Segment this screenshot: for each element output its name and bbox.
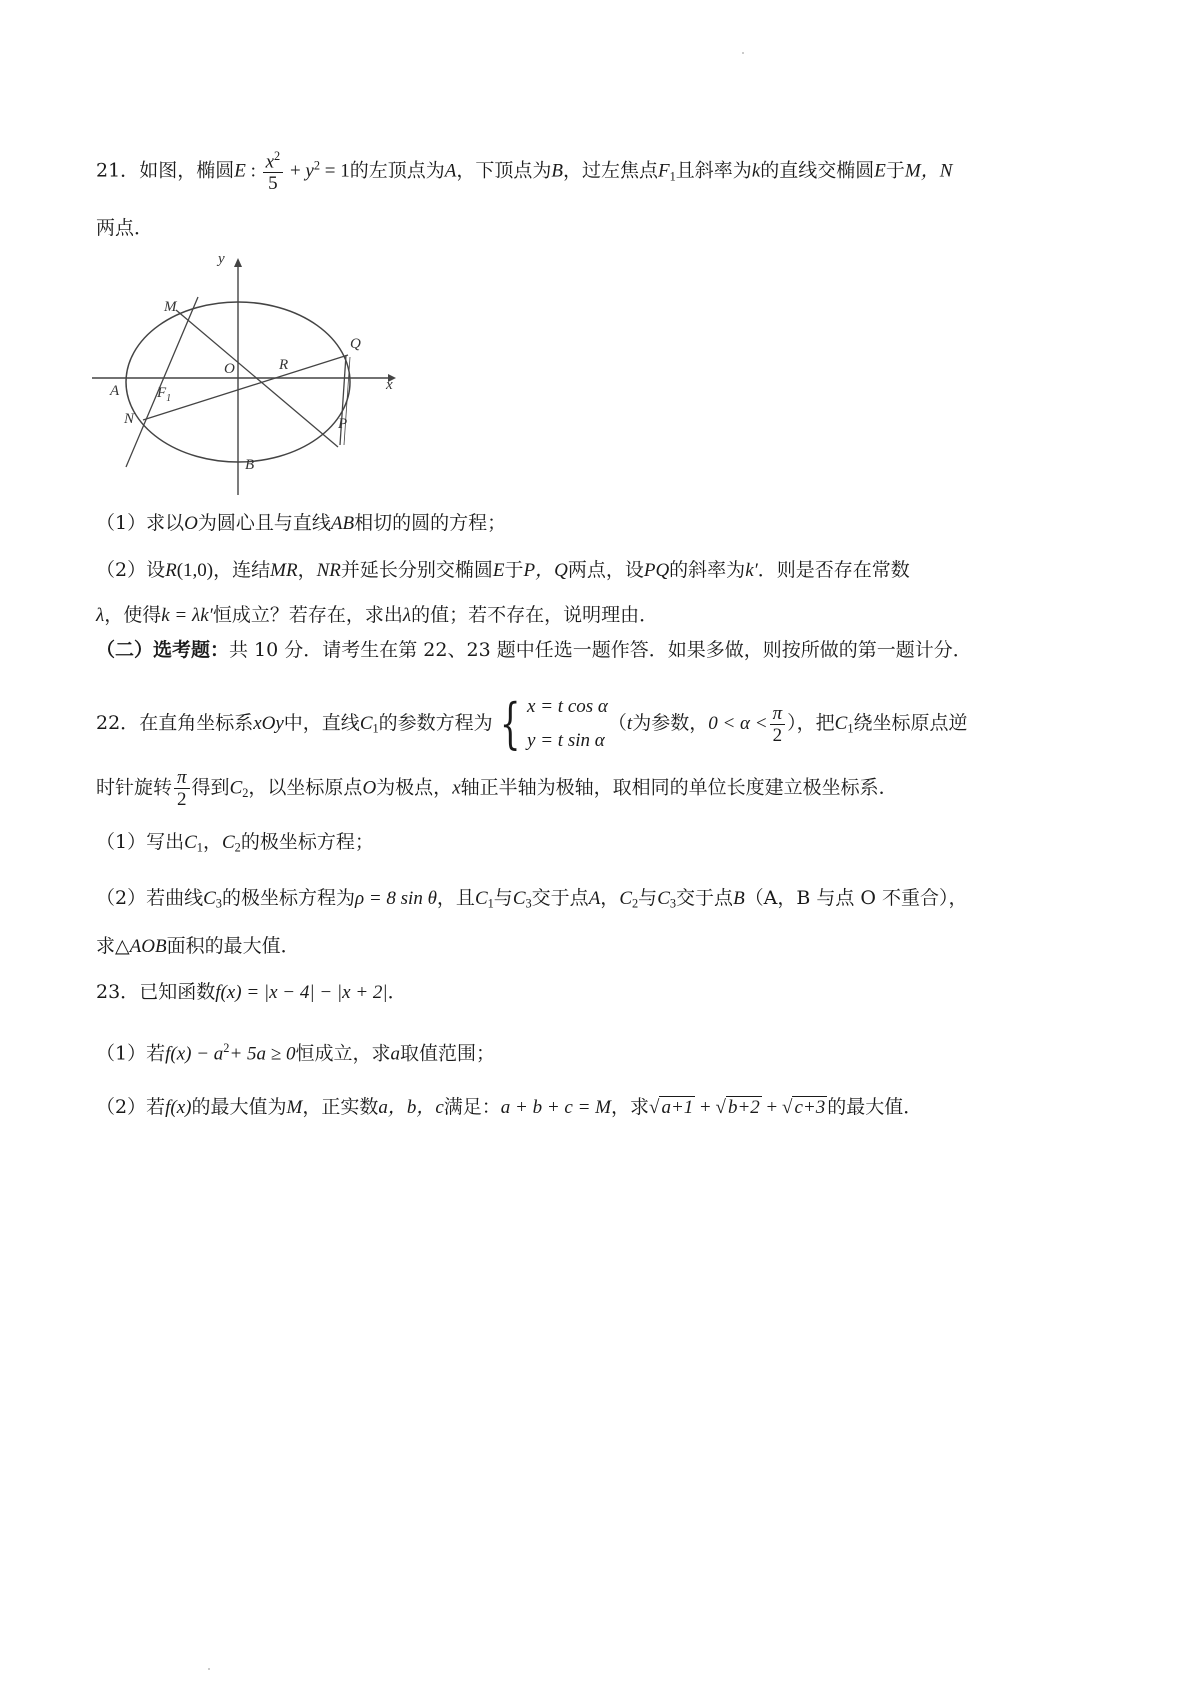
label-O: O bbox=[224, 361, 235, 377]
math-var: x bbox=[452, 777, 461, 799]
math-text: (1,0) bbox=[176, 560, 214, 581]
text: 的左顶点为 bbox=[349, 159, 445, 182]
text: 的最大值为 bbox=[191, 1096, 287, 1118]
text: 求 bbox=[96, 935, 116, 957]
math-var: B bbox=[733, 888, 745, 909]
math-expr: f(x) bbox=[165, 1097, 192, 1118]
scan-speck bbox=[742, 52, 744, 54]
ellipse-diagram bbox=[88, 255, 408, 500]
label-y: y bbox=[218, 255, 225, 267]
math-var: C bbox=[657, 888, 670, 909]
math-var: k′ bbox=[745, 560, 758, 581]
math-var: AB bbox=[330, 513, 355, 534]
sqrt-term: b+2 bbox=[727, 1097, 760, 1118]
text: （1）若 bbox=[96, 1042, 166, 1065]
math-var: M bbox=[286, 1097, 303, 1118]
q22-line-1: 22．在直角坐标系xOy中，直线$C_1$的参数方程为 { x = t cos α y = t sin α （t为参数，0 < α < $\frac{\pi}{2}$ ），把$C_1$绕坐标原点逆 bbox=[96, 690, 968, 758]
text: 为极点， bbox=[376, 776, 453, 799]
sqrt-term: a+1 bbox=[661, 1097, 694, 1118]
text: 已知函数 bbox=[139, 981, 216, 1003]
label-A: A bbox=[110, 383, 120, 399]
math-var: O bbox=[362, 777, 377, 799]
text: 与 bbox=[493, 887, 513, 909]
y-axis-arrow bbox=[234, 258, 242, 267]
section-2-heading-line bbox=[96, 641, 972, 660]
math-var: C bbox=[184, 832, 197, 853]
math-expr: ρ = 8 sin θ bbox=[354, 888, 437, 909]
fraction: $\frac{x^2}{5}$ bbox=[263, 150, 284, 193]
math-var: E bbox=[874, 160, 886, 182]
label-N: N bbox=[124, 411, 135, 427]
text: ，连结 bbox=[213, 559, 271, 581]
text: （ bbox=[607, 712, 627, 734]
math-var: MR bbox=[270, 560, 298, 581]
text: （1）写出 bbox=[96, 831, 185, 853]
text: ，以坐标原点 bbox=[248, 776, 363, 799]
q23-part-1: （1）若$f(x) - a^2+ 5a \ge 0$恒成立，求a取值范围； bbox=[96, 1041, 495, 1065]
math-expr: k = λk′ bbox=[161, 605, 213, 626]
text: ，且 bbox=[436, 887, 475, 909]
text: 为参数， bbox=[632, 712, 709, 734]
text: ，过左焦点 bbox=[563, 159, 659, 182]
text: 为圆心且与直线 bbox=[197, 512, 331, 534]
text: 交于点 bbox=[676, 887, 734, 909]
text: 两点，设 bbox=[567, 559, 644, 581]
text: （2）设 bbox=[96, 559, 166, 581]
text: （A，B 与点 O 不重合）， bbox=[744, 887, 968, 909]
q23-line-1 bbox=[96, 983, 407, 1002]
text: 的值；若不存在，说明理由． bbox=[411, 604, 659, 626]
sqrt-term: c+3 bbox=[794, 1097, 826, 1118]
math-var: P，Q bbox=[523, 560, 568, 581]
label-F1: $F_1$ bbox=[157, 385, 172, 404]
math-var: C bbox=[834, 713, 848, 734]
text: 满足： bbox=[443, 1096, 501, 1118]
text: （2）若曲线 bbox=[96, 887, 204, 909]
text: 恒成立，求 bbox=[295, 1042, 391, 1065]
line-NRQ bbox=[143, 355, 348, 420]
math-expr: f(x) − a bbox=[165, 1043, 224, 1065]
q21-line-1: 21．如图，椭圆E : $\frac{x^2}{5}$ + $y^2 = 1$的左顶点为A，下顶点为B，过左焦点$F_1$且斜率为k的直线交椭圆E于M，N bbox=[96, 149, 953, 195]
text: 在直角坐标系 bbox=[139, 712, 254, 734]
fraction-pi-2: $\frac{\pi}{2}$ bbox=[174, 768, 190, 809]
text: （2）若 bbox=[96, 1096, 166, 1118]
text: 并延长分别交椭圆 bbox=[340, 559, 493, 581]
math-var: C bbox=[619, 888, 632, 909]
text: ， bbox=[600, 887, 620, 909]
text: 的斜率为 bbox=[669, 559, 746, 581]
text: 的极坐标方程； bbox=[240, 831, 374, 853]
math-var: C bbox=[203, 888, 216, 909]
text: ，使得 bbox=[104, 604, 162, 626]
text: 中，直线 bbox=[283, 712, 360, 734]
q23-part-2: （2）若f(x)的最大值为M，正实数a，b，c满足：a + b + c = M，求√ a+1 + √ b+2 + √ c+3 的最大值． bbox=[96, 1096, 923, 1118]
q21-part-2-line-2 bbox=[96, 606, 658, 625]
text: 交于点 bbox=[531, 887, 589, 909]
text: 轴正半轴为极轴，取相同的单位长度建立极坐标系． bbox=[460, 776, 898, 799]
q22-part-2-line-1: （2）若曲线$C_3$的极坐标方程为ρ = 8 sin θ，且$C_1$与$C_3$交于点A，$C_2$与$C_3$交于点B（A，B 与点 O 不重合）， bbox=[96, 887, 968, 911]
math-var: t bbox=[626, 713, 633, 734]
text: ．则是否存在常数 bbox=[757, 559, 910, 581]
math-var: C bbox=[359, 713, 373, 734]
fraction-pi-2: $\frac{\pi}{2}$ bbox=[770, 704, 786, 745]
text: 绕坐标原点逆 bbox=[853, 712, 968, 734]
text: （1）求以 bbox=[96, 512, 185, 534]
scan-speck bbox=[208, 1668, 210, 1670]
math-var: E bbox=[234, 160, 246, 182]
text: 共 10 分．请考生在第 22、23 题中任选一题作答．如果多做，则按所做的第一题计分． bbox=[229, 639, 972, 661]
parametric-system: x = t cos α y = t sin α bbox=[527, 696, 608, 751]
text: 得到 bbox=[191, 776, 230, 799]
text: ， bbox=[202, 831, 222, 853]
label-B: B bbox=[245, 457, 255, 473]
q21-line-2: 两点． bbox=[96, 217, 154, 239]
q21-part-2-line-1 bbox=[96, 561, 910, 580]
label-x: x bbox=[386, 377, 393, 393]
text: 恒成立？若存在，求出 bbox=[212, 604, 403, 626]
math-var: PQ bbox=[643, 560, 670, 581]
math-var: C bbox=[229, 777, 243, 799]
text: ，求 bbox=[611, 1096, 650, 1118]
math-var: a，b，c bbox=[378, 1097, 444, 1118]
text: ， bbox=[297, 559, 317, 581]
math-var: O bbox=[184, 513, 198, 534]
math-expr: a + b + c = M bbox=[500, 1097, 612, 1118]
math-var: F bbox=[658, 160, 670, 182]
text: 时针旋转 bbox=[96, 776, 173, 799]
math-expr: △AOB bbox=[115, 936, 167, 957]
math-var: a bbox=[390, 1043, 400, 1065]
math-var: k bbox=[751, 160, 761, 182]
math-var: xOy bbox=[253, 713, 284, 734]
q22-part-2-line-2 bbox=[96, 937, 300, 956]
math-var: λ bbox=[402, 605, 412, 626]
math-var: NR bbox=[316, 560, 341, 581]
label-P: P bbox=[338, 416, 348, 432]
math-var: C bbox=[474, 888, 488, 909]
text: 的参数方程为 bbox=[378, 712, 493, 734]
text: 取值范围； bbox=[399, 1042, 495, 1065]
math-var: C bbox=[512, 888, 526, 909]
math-var: A bbox=[444, 160, 457, 182]
q22-line-2: 时针旋转 $\frac{\pi}{2}$ 得到$C_2$，以坐标原点O为极点，x轴正半轴为极轴，取相同的单位长度建立极坐标系． bbox=[96, 767, 898, 810]
ellipse-figure bbox=[88, 255, 408, 500]
text: 相切的圆的方程； bbox=[354, 512, 507, 534]
math-var: C bbox=[221, 832, 235, 853]
section-heading: （二）选考题： bbox=[96, 639, 230, 661]
math-expr: f(x) = |x − 4| − |x + 2| bbox=[215, 982, 388, 1003]
text: ），把 bbox=[787, 712, 835, 734]
q21-part-1 bbox=[96, 514, 506, 533]
text: ． bbox=[387, 981, 407, 1003]
math-var: B bbox=[551, 160, 563, 182]
question-number: 21． bbox=[96, 159, 140, 182]
math-var: λ bbox=[96, 605, 105, 626]
label-R: R bbox=[279, 357, 289, 373]
text: 于 bbox=[504, 559, 524, 581]
text: 如图，椭圆 bbox=[139, 159, 235, 182]
math-expr: 0 < α < bbox=[708, 713, 768, 734]
text: ，下顶点为 bbox=[456, 159, 552, 182]
math-expr: + 5a ≥ 0 bbox=[229, 1043, 296, 1065]
label-M: M bbox=[164, 299, 177, 315]
math-var: E bbox=[492, 560, 505, 581]
text: 的最大值． bbox=[827, 1096, 923, 1118]
text: 的直线交椭圆 bbox=[760, 159, 875, 182]
text: 与 bbox=[638, 887, 658, 909]
text: 的极坐标方程为 bbox=[221, 887, 355, 909]
text: ，正实数 bbox=[302, 1096, 379, 1118]
question-number: 22． bbox=[96, 712, 140, 734]
q22-part-1: （1）写出$C_1$，$C_2$的极坐标方程； bbox=[96, 831, 374, 855]
math-var: A bbox=[588, 888, 601, 909]
text: 于 bbox=[885, 159, 905, 182]
text: 面积的最大值． bbox=[166, 935, 300, 957]
math-var: M，N bbox=[904, 160, 953, 182]
question-number: 23． bbox=[96, 981, 140, 1003]
label-Q: Q bbox=[350, 336, 361, 352]
math-var: R bbox=[165, 560, 177, 581]
text: 且斜率为 bbox=[675, 159, 752, 182]
